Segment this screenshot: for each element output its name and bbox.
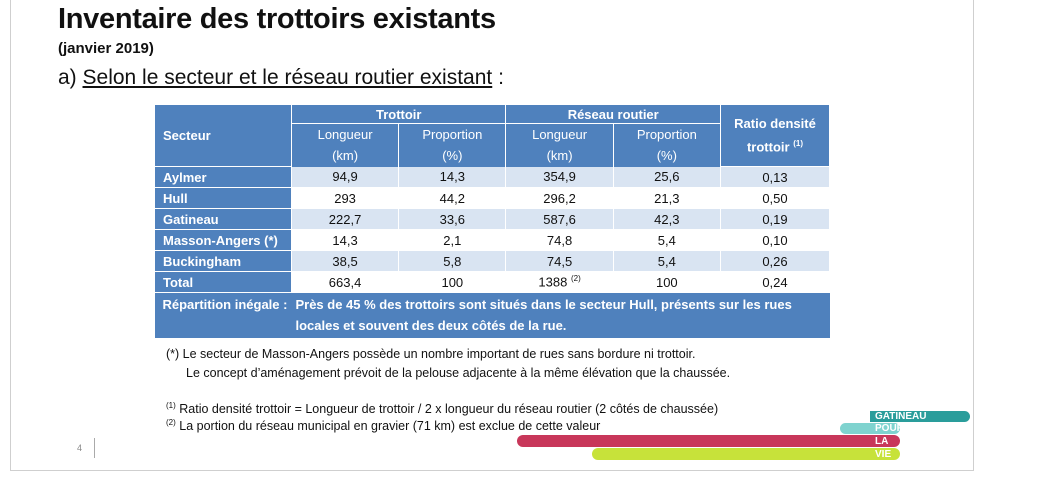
cell-trottoir-proportion: 14,3 bbox=[399, 167, 506, 188]
header-group-reseau: Réseau routier bbox=[506, 105, 721, 124]
cell-trottoir-longueur: 38,5 bbox=[291, 251, 398, 272]
cell-reseau-proportion: 100 bbox=[613, 272, 720, 293]
cell-ratio: 0,24 bbox=[720, 272, 829, 293]
cell-trottoir-proportion: 5,8 bbox=[399, 251, 506, 272]
header-reseau-prop-unit: (%) bbox=[613, 145, 720, 167]
row-secteur: Masson-Angers (*) bbox=[155, 230, 292, 251]
header-trottoir-proportion: Proportion bbox=[399, 124, 506, 145]
logo-word-4: VIE bbox=[875, 449, 892, 460]
header-group-trottoir: Trottoir bbox=[291, 105, 506, 124]
table-note-row bbox=[155, 293, 830, 339]
cell-trottoir-proportion: 33,6 bbox=[399, 209, 506, 230]
footnote-1-mark: (1) bbox=[166, 401, 176, 410]
logo-bar-red bbox=[517, 435, 900, 447]
cell-trottoir-proportion: 44,2 bbox=[399, 188, 506, 209]
table-row bbox=[155, 209, 830, 230]
logo-bar-lime bbox=[592, 448, 900, 460]
cell-reseau-longueur bbox=[506, 272, 613, 293]
cell-trottoir-proportion: 100 bbox=[399, 272, 506, 293]
cell-trottoir-longueur: 94,9 bbox=[291, 167, 398, 188]
header-secteur: Secteur bbox=[155, 105, 292, 167]
footnote-2-mark: (2) bbox=[166, 418, 176, 427]
row-secteur: Aylmer bbox=[155, 167, 292, 188]
footnote-1-text: Ratio densité trottoir = Longueur de trottoir / 2 x longueur du réseau routier (2 côtés de chaussée) bbox=[175, 402, 719, 417]
slide-subtitle: (janvier 2019) bbox=[58, 40, 154, 57]
header-ratio bbox=[720, 105, 829, 167]
table-row bbox=[155, 230, 830, 251]
slide-title: Inventaire des trottoirs existants bbox=[58, 3, 496, 35]
section-suffix: : bbox=[492, 66, 504, 89]
header-reseau-longueur: Longueur bbox=[506, 124, 613, 145]
cell-ratio: 0,26 bbox=[720, 251, 829, 272]
footnote-2-text: La portion du réseau municipal en gravier (71 km) est exclue de cette valeur bbox=[175, 419, 601, 434]
cell-reseau-longueur: 587,6 bbox=[506, 209, 613, 230]
header-trottoir-unit: (km) bbox=[291, 145, 398, 167]
cell-reseau-proportion: 21,3 bbox=[613, 188, 720, 209]
footnote-star-line2: Le concept d’aménagement prévoit de la pelouse adjacente à la même élévation que la chaussée. bbox=[186, 366, 731, 380]
cell-trottoir-longueur: 293 bbox=[291, 188, 398, 209]
cell-reseau-longueur: 74,8 bbox=[506, 230, 613, 251]
section-heading bbox=[58, 66, 504, 90]
header-reseau-proportion: Proportion bbox=[613, 124, 720, 145]
cell-trottoir-longueur: 663,4 bbox=[291, 272, 398, 293]
footnote-2 bbox=[166, 418, 600, 433]
header-ratio-line1: Ratio densité bbox=[734, 115, 816, 131]
cell-ratio: 0,13 bbox=[720, 167, 829, 188]
table-row-total bbox=[155, 272, 830, 293]
row-secteur: Total bbox=[155, 272, 292, 293]
cell-ratio: 0,19 bbox=[720, 209, 829, 230]
cell-reseau-proportion: 5,4 bbox=[613, 251, 720, 272]
cell-reseau-proportion: 5,4 bbox=[613, 230, 720, 251]
section-prefix: a) bbox=[58, 66, 83, 89]
footnote-1 bbox=[166, 401, 718, 416]
header-ratio-sup: (1) bbox=[793, 138, 803, 148]
logo-word-3: LA bbox=[875, 436, 889, 447]
header-trottoir-prop-unit: (%) bbox=[399, 145, 506, 167]
footnote-star-line1: (*) Le secteur de Masson-Angers possède un nombre important de rues sans bordure ni trottoir. bbox=[166, 347, 696, 361]
cell-reseau-longueur-value: 1388 bbox=[538, 274, 568, 290]
cell-ratio: 0,10 bbox=[720, 230, 829, 251]
cell-reseau-proportion: 42,3 bbox=[613, 209, 720, 230]
row-secteur: Buckingham bbox=[155, 251, 292, 272]
cell-ratio: 0,50 bbox=[720, 188, 829, 209]
note-label: Répartition inégale : bbox=[155, 293, 292, 339]
cell-trottoir-longueur: 14,3 bbox=[291, 230, 398, 251]
cell-reseau-longueur-sup: (2) bbox=[570, 274, 581, 284]
header-trottoir-longueur: Longueur bbox=[291, 124, 398, 145]
logo-word-1: GATINEAU bbox=[875, 411, 927, 422]
page-number: 4 bbox=[77, 443, 83, 453]
header-ratio-line2: trottoir bbox=[746, 139, 790, 155]
cell-reseau-proportion: 25,6 bbox=[613, 167, 720, 188]
table-row bbox=[155, 167, 830, 188]
section-title: Selon le secteur et le réseau routier existant bbox=[82, 66, 493, 89]
cell-reseau-longueur: 296,2 bbox=[506, 188, 613, 209]
note-text: Près de 45 % des trottoirs sont situés dans le secteur Hull, présents sur les rues locales et souvent des deux côtés de la rue. bbox=[291, 293, 829, 339]
table-row bbox=[155, 251, 830, 272]
cell-reseau-longueur: 74,5 bbox=[506, 251, 613, 272]
cell-trottoir-longueur: 222,7 bbox=[291, 209, 398, 230]
inventory-table bbox=[154, 104, 830, 338]
cell-trottoir-proportion: 2,1 bbox=[399, 230, 506, 251]
row-secteur: Hull bbox=[155, 188, 292, 209]
row-secteur: Gatineau bbox=[155, 209, 292, 230]
header-reseau-unit: (km) bbox=[506, 145, 613, 167]
cell-reseau-longueur: 354,9 bbox=[506, 167, 613, 188]
table-row bbox=[155, 188, 830, 209]
logo-word-2: POUR bbox=[875, 423, 904, 434]
page-divider bbox=[94, 438, 95, 458]
